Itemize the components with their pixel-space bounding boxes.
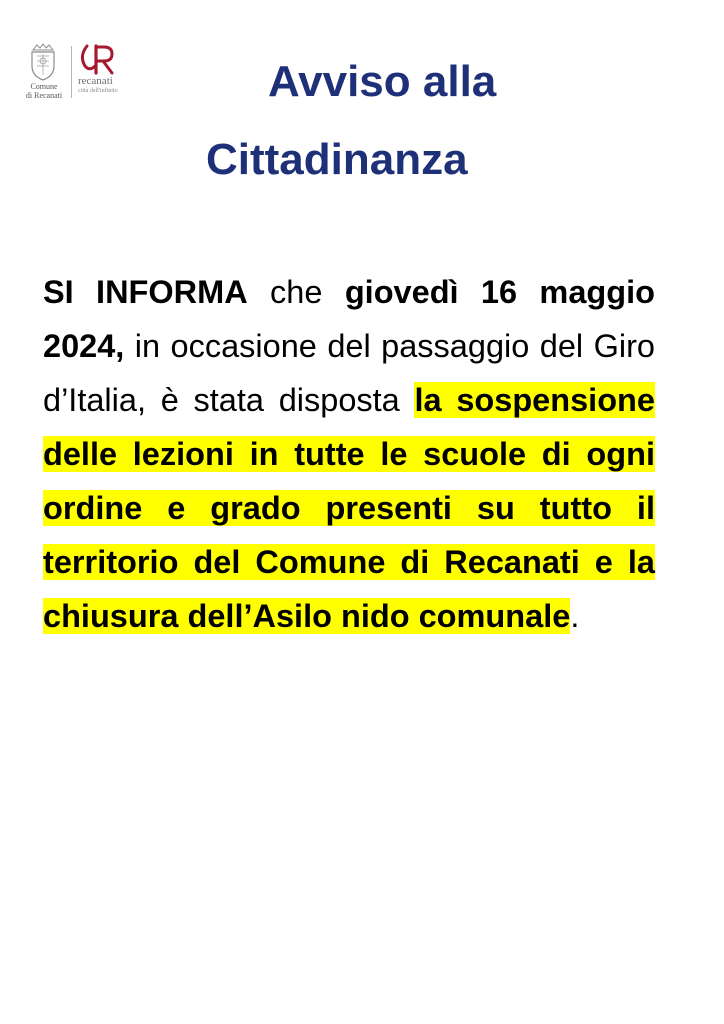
logo-divider [71,46,72,98]
notice-lead: SI INFORMA [43,274,248,310]
notice-highlight: la sospensione delle lezioni in tutte le scuole di ogni ordine e grado presenti su tutto il territorio del Comune di Recanati e la chiusura dell’Asilo nido comunale [43,382,655,634]
comune-label-line1: Comune [30,82,58,91]
notice-text-2: in occasione del passaggio del Giro d’Italia, è stata disposta [43,328,655,418]
comune-crest-icon [26,42,60,82]
notice-paragraph [43,265,655,643]
notice-end: . [570,598,580,634]
comune-label-line2: di Recanati [25,91,63,100]
page-title-line2: Cittadinanza [206,135,468,184]
notice-text-1: che [247,274,345,310]
notice-date: giovedì 16 maggio 2024, [43,274,655,364]
recanati-brand-name: recanati [78,75,113,87]
recanati-r-logo-icon [77,42,119,76]
page-title-line1: Avviso alla [268,57,497,106]
header-logos [20,42,132,102]
comune-label [20,82,68,100]
recanati-brand-tagline: città dell'infinito [78,88,118,94]
